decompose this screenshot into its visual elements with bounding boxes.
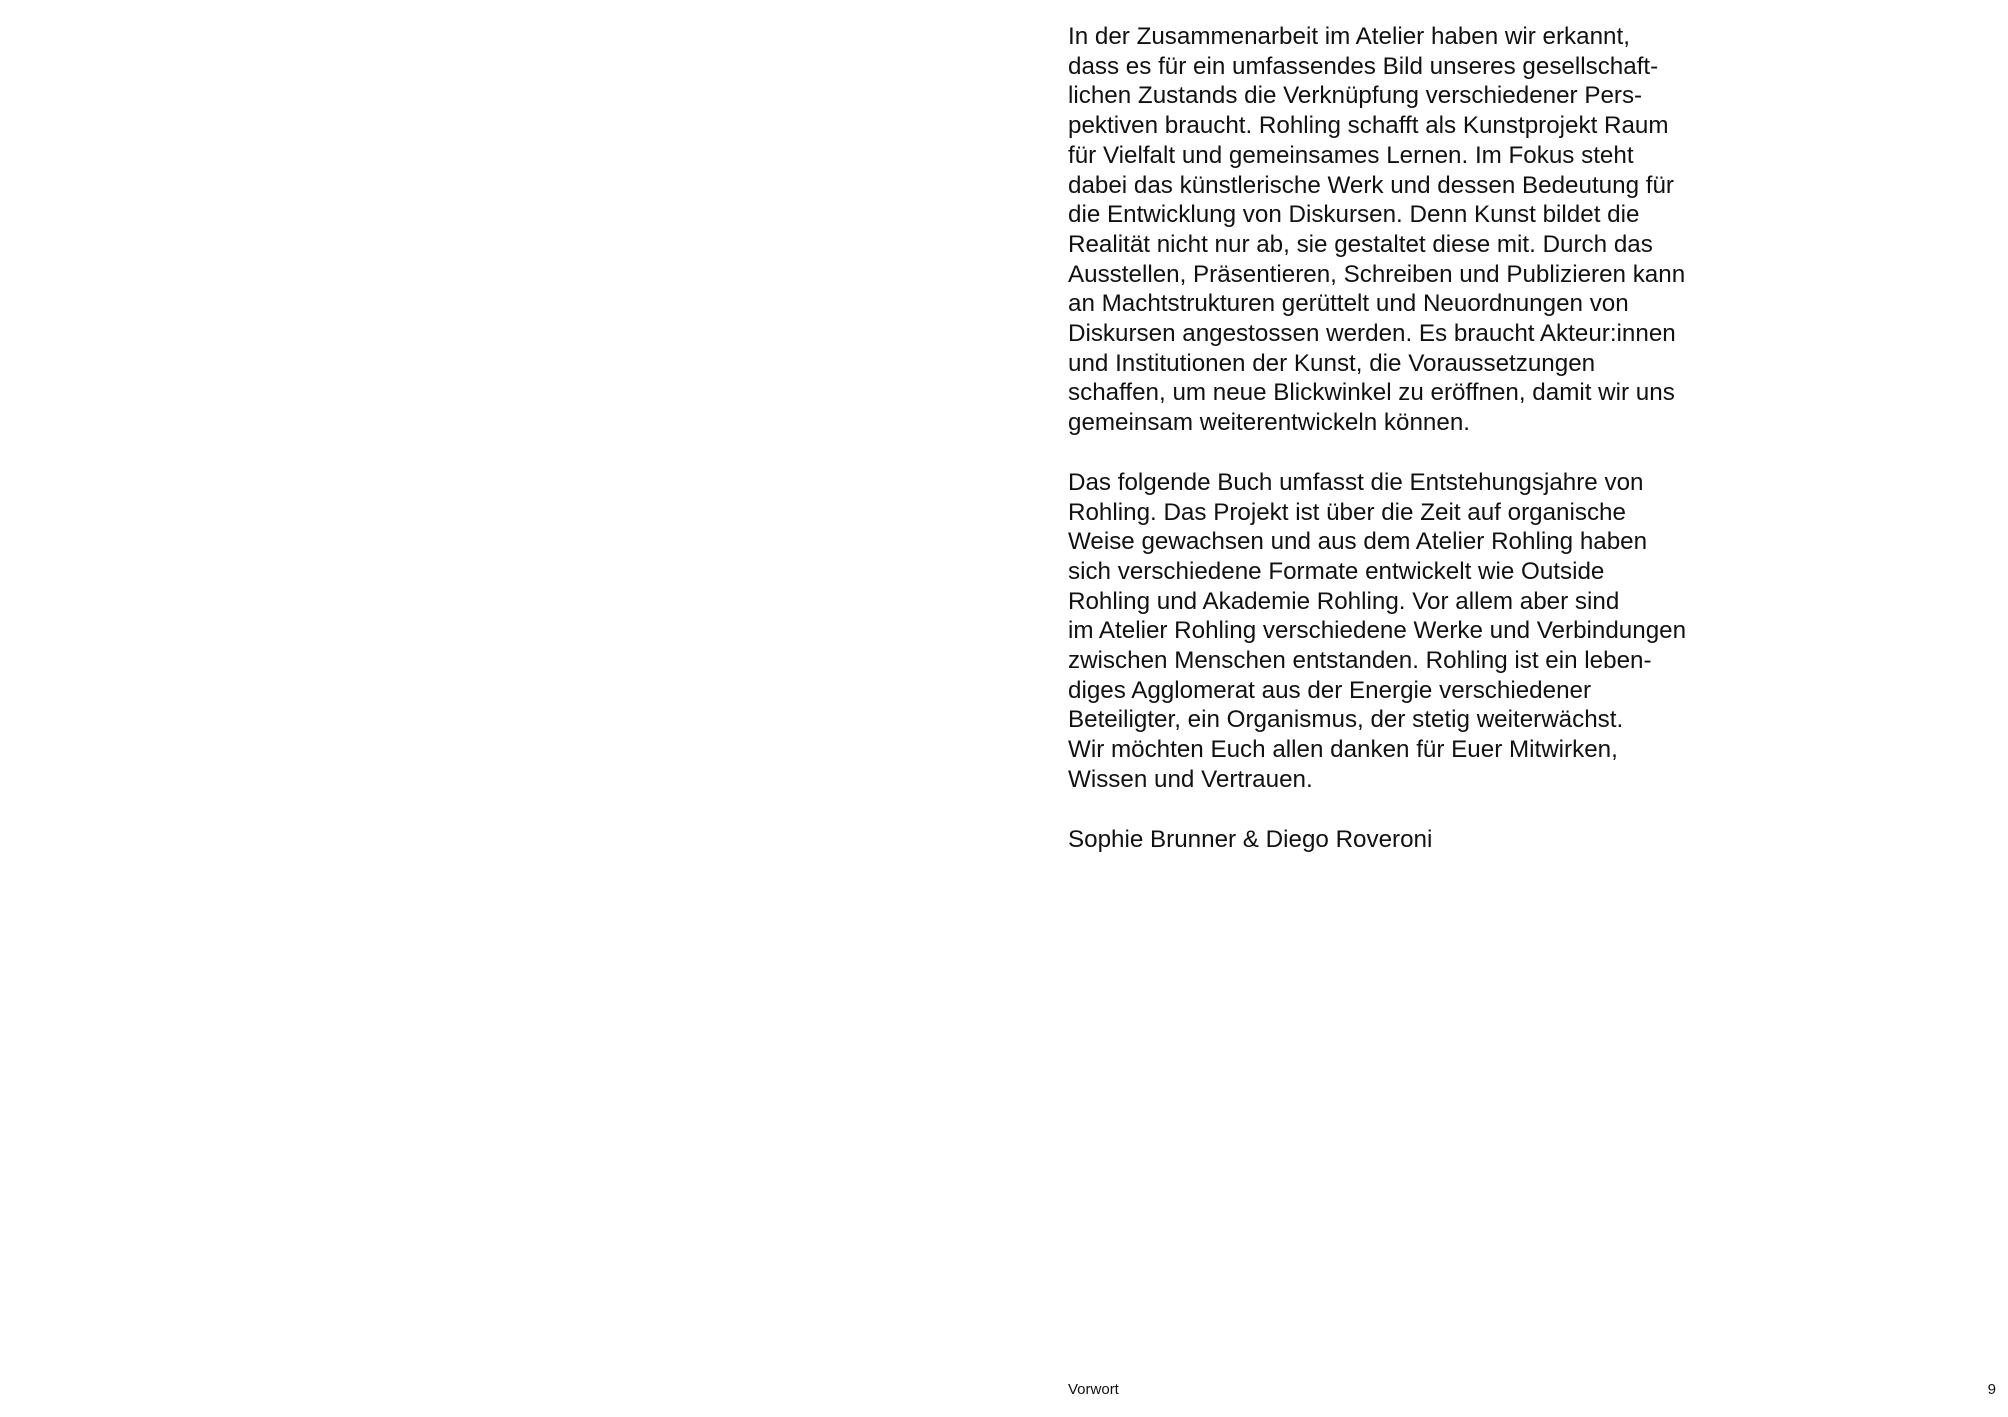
text-line: dabei das künstlerische Werk und dessen Bedeutung für [1068,171,1674,199]
text-line: Realität nicht nur ab, sie gestaltet diese mit. Durch das [1068,230,1653,258]
signature: Sophie Brunner & Diego Roveroni [1068,825,1433,853]
text-line: In der Zusammenarbeit im Atelier haben wir erkannt, [1068,23,1630,50]
text-line: Ausstellen, Präsentieren, Schreiben und Publizieren kann [1068,260,1686,288]
text-line: Diskursen angestossen werden. Es braucht Akteur:innen [1068,320,1676,348]
text-line: an Machtstrukturen gerüttelt und Neuordnungen von [1068,290,1629,318]
text-line: zwischen Menschen entstanden. Rohling ist ein leben- [1068,647,1652,675]
text-line: im Atelier Rohling verschiedene Werke und Verbindungen [1068,617,1687,645]
text-line: schaffen, um neue Blickwinkel zu eröffnen, damit wir uns [1068,379,1675,407]
text-line: die Entwicklung von Diskursen. Denn Kunst bildet die [1068,201,1640,229]
text-line: Das folgende Buch umfasst die Entstehungsjahre von [1068,468,1644,496]
page-number: 9 [1987,1381,1996,1398]
paragraph-2 [1068,468,1758,795]
text-line: für Vielfalt und gemeinsames Lernen. Im Fokus steht [1068,141,1634,169]
text-line: lichen Zustands die Verknüpfung verschiedener Pers- [1068,82,1643,110]
text-line: Rohling und Akademie Rohling. Vor allem aber sind [1068,587,1620,615]
text-line: Beteiligter, ein Organismus, der stetig weiterwächst. [1068,706,1624,734]
text-line: diges Agglomerat aus der Energie verschiedener [1068,676,1592,704]
text-line: gemeinsam weiterentwickeln können. [1068,409,1470,437]
footer-section-label: Vorwort [1068,1381,1119,1398]
text-line: Wissen und Vertrauen. [1068,765,1313,793]
foreword-text [1068,22,1758,854]
text-line: pektiven braucht. Rohling schafft als Kunstprojekt Raum [1068,112,1669,140]
text-line: Wir möchten Euch allen danken für Euer Mitwirken, [1068,736,1618,764]
text-line: und Institutionen der Kunst, die Voraussetzungen [1068,349,1596,377]
text-line: Rohling. Das Projekt ist über die Zeit auf organische [1068,498,1626,526]
right-page [1004,0,2008,1417]
text-line: sich verschiedene Formate entwickelt wie Outside [1068,557,1605,585]
text-line: Weise gewachsen und aus dem Atelier Rohling haben [1068,528,1648,556]
text-line: dass es für ein umfassendes Bild unseres gesellschaft- [1068,52,1659,80]
paragraph-1 [1068,22,1758,438]
